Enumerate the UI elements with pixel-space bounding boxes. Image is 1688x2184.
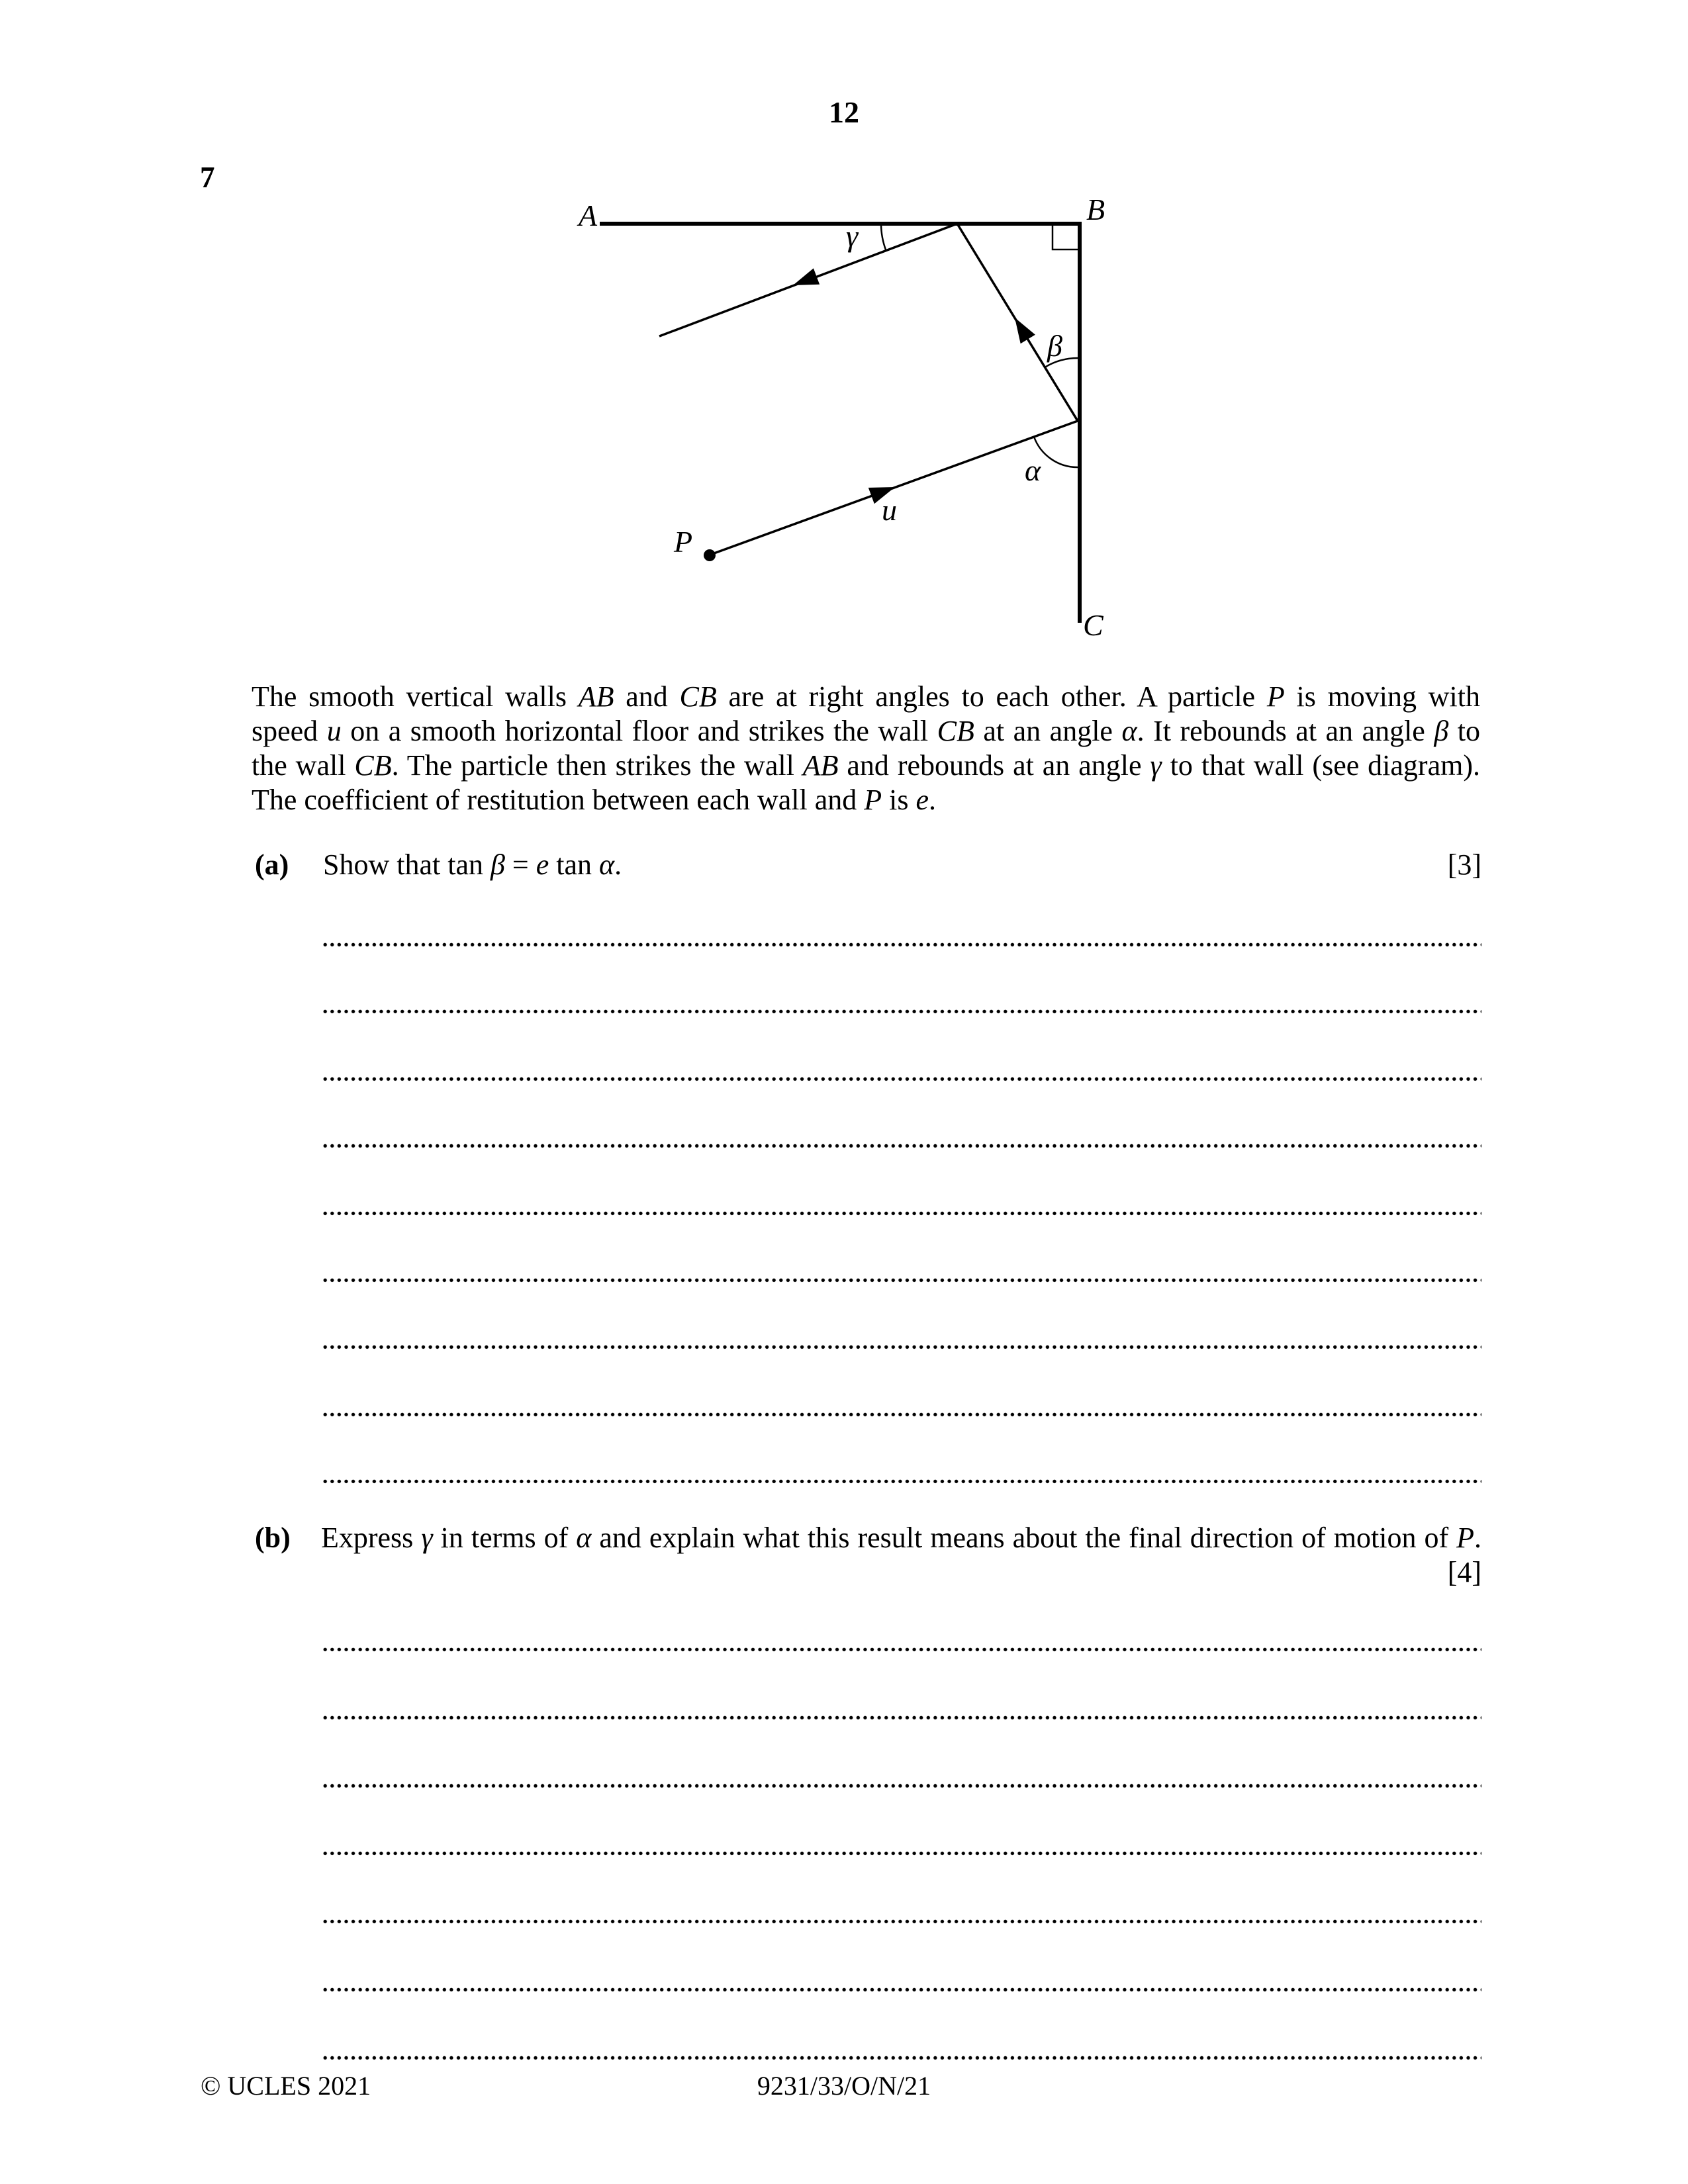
part-b-marks: [4]	[1447, 1556, 1481, 1588]
footer-copyright: © UCLES 2021	[201, 2071, 371, 2101]
answer-dotted-line	[323, 1715, 1481, 1720]
arrowhead-final-icon	[793, 268, 820, 285]
part-a-marks: [3]	[1447, 848, 1481, 881]
gamma-angle-arc	[881, 224, 886, 251]
label-u: u	[882, 493, 897, 527]
answer-dotted-line	[323, 942, 1481, 947]
part-b-row	[255, 1521, 1481, 1599]
label-alpha: α	[1025, 453, 1041, 487]
problem-statement-line: speed u on a smooth horizontal floor and strikes the wall CB at an angle α. It rebounds at an angle β to	[252, 715, 1480, 747]
problem-statement-line: The coefficient of restitution between each wall and P is e.	[252, 784, 937, 816]
answer-dotted-line	[323, 1278, 1481, 1283]
right-angle-marker	[1053, 224, 1078, 250]
arrowhead-middle-icon	[1015, 318, 1035, 343]
label-B: B	[1086, 193, 1105, 226]
problem-statement-line: the wall CB. The particle then strikes the wall AB and rebounds at an angle γ to that wall (see diagram).	[252, 749, 1480, 782]
mechanics-diagram	[563, 179, 1158, 642]
answer-dotted-line	[323, 1851, 1481, 1856]
label-C: C	[1083, 608, 1103, 642]
label-A: A	[579, 199, 598, 232]
answer-dotted-line	[323, 1144, 1481, 1148]
part-b-label: (b)	[255, 1522, 291, 1554]
path-incoming-line	[712, 421, 1078, 554]
problem-statement-line: The smooth vertical walls AB and CB are at right angles to each other. A particle P is moving with	[252, 680, 1480, 713]
particle-dot	[704, 549, 716, 561]
part-a-question: Show that tan β = e tan α.	[323, 848, 622, 881]
answer-dotted-line	[323, 1987, 1481, 1992]
label-beta: β	[1047, 329, 1062, 363]
answer-dotted-line	[323, 2056, 1481, 2060]
answer-dotted-line	[323, 1345, 1481, 1349]
answer-dotted-line	[323, 1077, 1481, 1081]
answer-dotted-line	[323, 1211, 1481, 1216]
answer-dotted-line	[323, 1784, 1481, 1788]
answer-dotted-line	[323, 1412, 1481, 1417]
answer-dotted-line	[323, 1919, 1481, 1924]
footer-paper-code: 9231/33/O/N/21	[757, 2071, 931, 2101]
problem-statement	[252, 680, 1480, 817]
part-a-label: (a)	[255, 848, 289, 881]
page-number: 12	[829, 95, 859, 129]
label-P: P	[674, 525, 693, 559]
question-number: 7	[200, 161, 215, 194]
answer-dotted-line	[323, 1647, 1481, 1652]
label-gamma: γ	[846, 219, 859, 253]
answer-dotted-line	[323, 1479, 1481, 1484]
part-b-question: Express γ in terms of α and explain what this result means about the final direction of motion of P.	[321, 1522, 1481, 1554]
answer-dotted-line	[323, 1009, 1481, 1014]
part-a-row	[255, 848, 1481, 887]
